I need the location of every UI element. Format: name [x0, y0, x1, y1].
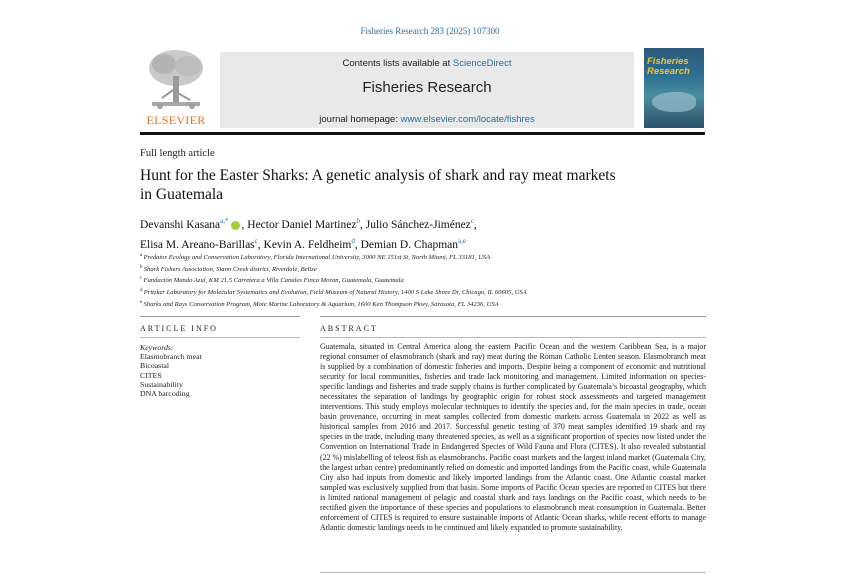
orcid-icon[interactable]: [231, 221, 240, 230]
elsevier-wordmark: ELSEVIER: [146, 113, 206, 127]
affiliation-text: Predator Ecology and Conservation Laboratory, Florida International University, 3000 NE 151st St, North Miami, FL 33181, USA: [143, 254, 491, 262]
affiliation-line: [140, 274, 700, 286]
affiliation-text: Pritzker Laboratory for Molecular Systematics and Evolution, Field Museum of Natural History, 1400 S Lake Shore Dr, Chicago, IL 60605, USA: [143, 289, 527, 297]
author-affiliation-marker[interactable]: c: [470, 217, 474, 225]
author-separator: ,: [473, 218, 477, 231]
cover-title: Fisheries Research: [647, 56, 690, 77]
affiliation-list: [140, 251, 700, 309]
author-separator: ,: [359, 218, 366, 231]
author-name[interactable]: Devanshi Kasana: [140, 218, 221, 231]
article-title: Hunt for the Easter Sharks: A genetic analysis of shark and ray meat markets in Guatemala: [140, 167, 616, 203]
author-separator: ,: [354, 238, 361, 251]
affiliation-text: Shark Fishers Association, Stann Creek district, Riverdale, Belize: [143, 265, 317, 273]
cover-fish-image: [652, 92, 696, 112]
author-affiliation-marker[interactable]: a,*: [220, 217, 229, 225]
elsevier-logo[interactable]: [140, 48, 212, 128]
article-info-heading: ARTICLE INFO: [140, 324, 218, 333]
section-divider-right: [320, 316, 706, 317]
contents-available: [220, 58, 634, 69]
homepage-link[interactable]: www.elsevier.com/locate/fishres: [400, 114, 535, 125]
author-name[interactable]: Hector Daniel Martinez: [247, 218, 357, 231]
keyword-item: Sustainability: [140, 379, 183, 389]
author-affiliation-marker[interactable]: c: [254, 236, 258, 245]
contents-prefix: Contents lists available at: [342, 58, 451, 69]
affiliation-marker: e: [140, 299, 144, 305]
abstract-underline: [320, 337, 706, 338]
section-divider-left: [140, 316, 300, 317]
author-name[interactable]: Demian D. Chapman: [360, 238, 459, 251]
homepage-prefix: journal homepage:: [319, 114, 398, 125]
keyword-item: CITES: [140, 370, 162, 380]
sciencedirect-link[interactable]: ScienceDirect: [452, 58, 512, 69]
keyword-item: Elasmobranch meat: [140, 352, 202, 362]
author-affiliation-marker[interactable]: a,e: [458, 236, 466, 245]
author-separator: ,: [241, 218, 248, 231]
bottom-divider: [320, 572, 706, 573]
journal-cover-thumbnail[interactable]: [644, 48, 704, 128]
author-affiliation-marker[interactable]: b: [356, 217, 360, 225]
keyword-item: DNA barcoding: [140, 389, 190, 399]
author-name[interactable]: Kevin A. Feldheim: [263, 238, 352, 251]
journal-citation[interactable]: Fisheries Research 283 (2025) 107300: [360, 26, 500, 36]
article-type: Full length article: [140, 148, 215, 159]
affiliation-line: [140, 263, 700, 275]
journal-banner: [220, 52, 634, 128]
affiliation-line: [140, 251, 700, 263]
affiliation-text: Fundación Mundo Azul, KM 21.5 Carretera a Villa Canales Finca Moran, Guatemala, Guatemala: [143, 277, 404, 285]
abstract-heading: ABSTRACT: [320, 324, 378, 333]
affiliation-line: [140, 286, 700, 298]
elsevier-tree-icon: [146, 48, 206, 112]
article-info-underline: [140, 337, 300, 338]
keywords-block: [140, 343, 300, 398]
author-name[interactable]: Julio Sánchez-Jiménez: [365, 218, 471, 231]
journal-homepage: [220, 114, 634, 125]
journal-title: Fisheries Research: [362, 79, 492, 96]
abstract-text: Guatemala, situated in Central America along the eastern Pacific Ocean and the western Caribbean Sea, is a major regional consumer of elasmobranch (shark and ray) meat during the Roman Catholic Lenten season. Elasmobranch meat is supplied by a combination of domestic fisheries and imports. Despite being a component of economic and nutritional security for local communities, fisheries and trade lack monitoring and management. Limited information on species-specific landings and fisheries and trade supply chains is further complicated by Guatemala’s bicoastal geography, which necessitates the separation of landings by geographic origin for robust stock assessments and targeted management interventions. This study employs molecular techniques to identify the species and, for the main species in trade, ocean basin provenance, occurring in meat samples collected from domestic markets across Guatemala in 2022 as well as historical samples from 2016 and 2017. Successful genetic testing of 370 meat samples identified 19 shark and ray species in the trade, including many threatened species, as well as a significant proportion of species now listed under the Convention on International Trade in Endangered Species of Wild Fauna and Flora (CITES). It also revealed substantial (22 %) mislabelling of teleost fish as elasmobranchs. Pacific coast markets and the largest inland market (Guatemala City, the largest urban centre) predominantly relied on domestic and imported landings from the Pacific coast, while Guatemala City also had inputs from domestic and likely imported landings from the Atlantic coast. One Atlantic coastal market sampled was exclusively supplied from that basin. Some imports of Pacific Ocean species are reported to CITES but there is limited national management of pelagic and coastal shark and rays landings on the Pacific coast, which needs to be rectified given the importance of these species and populations to elasmobranch meat consumption in Guatemala. Better enforcement of CITES is required to ensure sustainable imports of Atlantic Ocean sharks, while recent efforts to manage Atlantic domestic landings needs to be continued and likely expanded to promote sustainability.: [320, 342, 706, 532]
affiliation-line: [140, 298, 700, 310]
author-name[interactable]: Elisa M. Areano-Barillas: [140, 238, 255, 251]
keywords-label: Keywords:: [140, 343, 174, 352]
affiliation-text: Sharks and Rays Conservation Program, Mote Marine Laboratory & Aquarium, 1600 Ken Thompson Pkwy, Sarasota, FL 34236, USA: [143, 300, 499, 308]
author-affiliation-marker[interactable]: d: [351, 236, 355, 245]
affiliation-marker: b: [140, 264, 144, 270]
affiliation-marker: a: [140, 253, 144, 258]
header-divider: [140, 132, 705, 135]
affiliation-marker: c: [140, 276, 144, 282]
keyword-item: Bicoastal: [140, 361, 170, 371]
affiliation-marker: d: [140, 288, 144, 294]
author-separator: ,: [257, 238, 264, 251]
author-list: [140, 213, 660, 253]
